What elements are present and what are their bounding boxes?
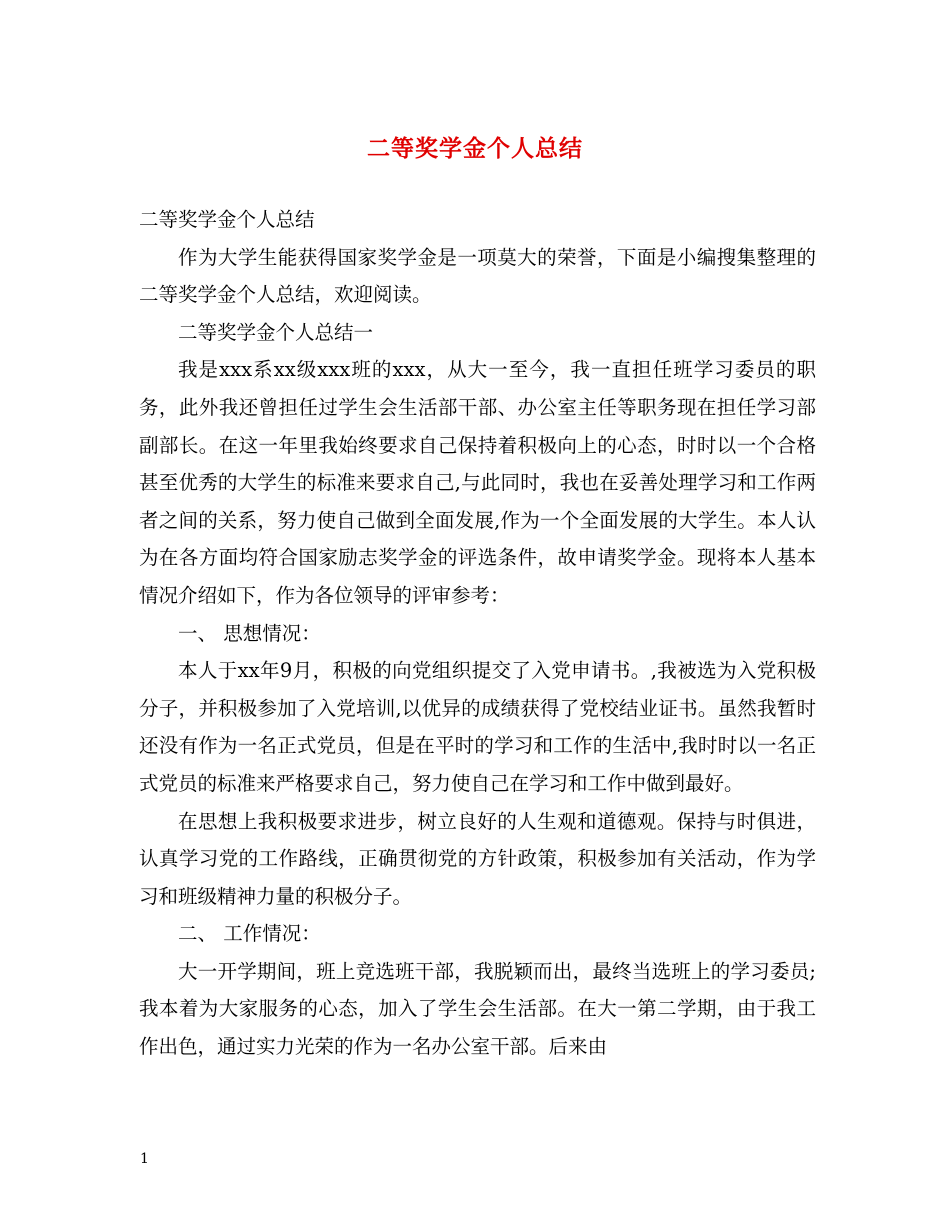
paragraph-subtitle: 二等奖学金个人总结一 [178, 320, 374, 344]
document-title: 二等奖学金个人总结 [367, 135, 583, 162]
paragraph-work-experience: 大一开学期间，班上竞选班干部，我脱颖而出，最终当选班上的学习委员;我本着为大家服务的心态，加入了学生会生活部。在大一第二学期，由于我工作出色，通过实力光荣的作为一名办公室干部。后来由 [139, 959, 816, 1059]
section-heading-work: 二、 工作情况： [178, 922, 321, 946]
paragraph-party-application: 本人于xx年9月，积极的向党组织提交了入党申请书。,我被选为入党积极分子，并积极参加了入党培训,以优异的成绩获得了党校结业证书。虽然我暂时还没有作为一名正式党员，但是在平时的学习和工作的生活中,我时时以一名正式党员的标准来严格要求自己，努力使自己在学习和工作中做到最好。 [139, 659, 816, 795]
page-number: 1 [140, 1151, 149, 1167]
paragraph-heading: 二等奖学金个人总结 [139, 208, 315, 231]
paragraph-self-introduction: 我是xxx系xx级xxx班的xxx，从大一至今，我一直担任班学习委员的职务，此外我还曾担任过学生会生活部干部、办公室主任等职务现在担任学习部副部长。在这一年里我始终要求自己保持着积极向上的心态，时时以一个合格甚至优秀的大学生的标准来要求自己,与此同时，我也在妥善处理学习和工作两者之间的关系，努力使自己做到全面发展,作为一个全面发展的大学生。本人认为在各方面均符合国家励志奖学金的评选条件，故申请奖学金。现将本人基本情况介绍如下，作为各位领导的评审参考： [139, 358, 816, 607]
document-body [139, 201, 816, 1066]
paragraph-intro: 作为大学生能获得国家奖学金是一项莫大的荣誉，下面是小编搜集整理的二等奖学金个人总结，欢迎阅读。 [139, 245, 816, 307]
paragraph-ideology-progress: 在思想上我积极要求进步，树立良好的人生观和道德观。保持与时俱进，认真学习党的工作路线，正确贯彻党的方针政策，积极参加有关活动，作为学习和班级精神力量的积极分子。 [139, 809, 816, 908]
section-heading-ideology: 一、 思想情况： [178, 621, 321, 645]
